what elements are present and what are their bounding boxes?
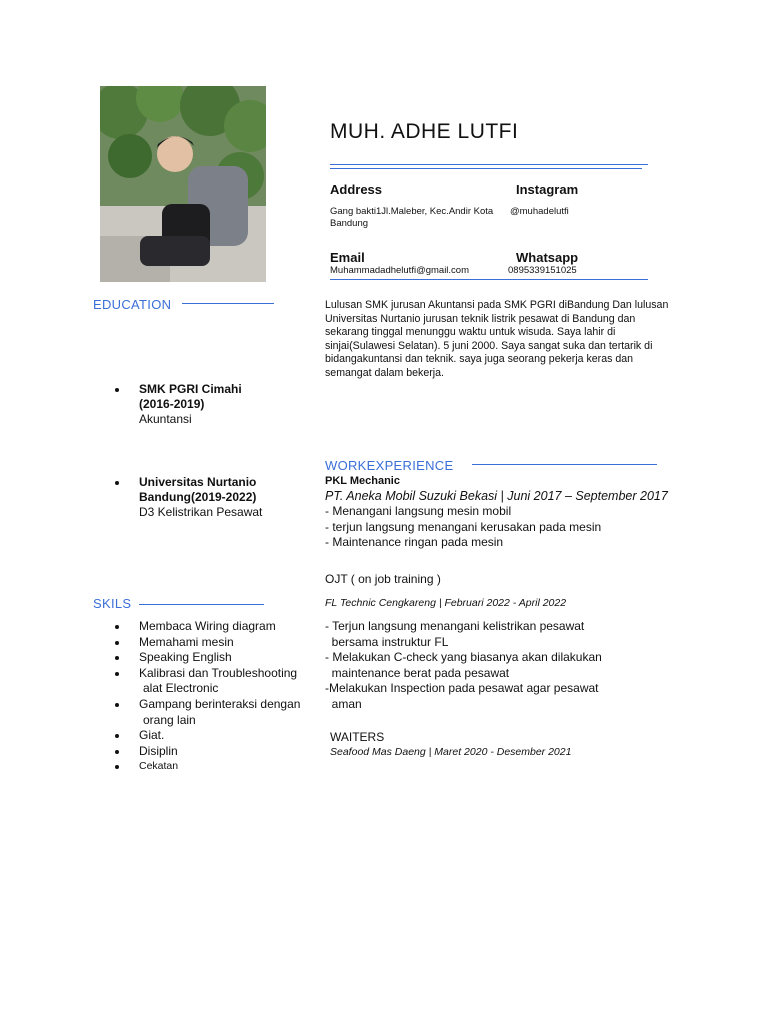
job-duty: -Melakukan Inspection pada pesawat agar pesawat (325, 681, 599, 696)
education-item (115, 475, 315, 520)
job-duty: aman (325, 696, 362, 711)
work-experience-title: WORKEXPERIENCE (325, 458, 454, 473)
school-period: Bandung(2019-2022) (139, 490, 257, 504)
education-list (115, 475, 315, 520)
job-company: FL Technic Cengkareng | Februari 2022 - April 2022 (325, 597, 567, 609)
skills-list (115, 619, 325, 775)
school-name: SMK PGRI Cimahi (139, 382, 242, 396)
skill-item (115, 728, 325, 744)
job-duty: - Maintenance ringan pada mesin (325, 535, 504, 550)
school-major: D3 Kelistrikan Pesawat (139, 505, 263, 519)
job-duty: - Melakukan C-check yang biasanya akan dilakukan (325, 650, 602, 665)
skill-item (115, 666, 325, 697)
job-position: OJT ( on job training ) (325, 572, 441, 586)
divider-line (182, 303, 274, 304)
job-duty: - Menangani langsung mesin mobil (325, 504, 512, 518)
skills-title: SKILS (93, 596, 132, 611)
skill-item (115, 619, 325, 635)
skill-text: alat Electronic (143, 681, 219, 696)
address-value: Gang bakti1Jl.Maleber, Kec.Andir Kota Bandung (330, 206, 494, 229)
job-duty: - Terjun langsung menangani kelistrikan pesawat (325, 619, 585, 633)
education-title: EDUCATION (93, 297, 172, 312)
address-label: Address (330, 182, 383, 197)
skill-item (115, 635, 325, 651)
job-duty: maintenance berat pada pesawat (325, 665, 510, 680)
school-period: (2016-2019) (139, 397, 205, 411)
divider-line (330, 168, 642, 169)
job-position: PKL Mechanic (325, 475, 400, 487)
job-entry (325, 475, 668, 551)
skill-text: Giat. (139, 728, 165, 743)
job-duty: bersama instruktur FL (325, 634, 449, 649)
skill-text: Gampang berinteraksi dengan (139, 696, 301, 711)
job-company: PT. Aneka Mobil Suzuki Bekasi | Juni 2017 – September 2017 (325, 489, 668, 503)
job-position: WAITERS (330, 730, 385, 744)
whatsapp-value: 0895339151025 (508, 265, 577, 276)
instagram-value: @muhadelutfi (510, 206, 569, 217)
email-value: Muhammadadhelutfi@gmail.com (330, 265, 470, 276)
skill-item (115, 759, 325, 775)
job-duties (325, 619, 602, 713)
skill-text: Memahami mesin (139, 634, 234, 649)
skill-item (115, 744, 325, 760)
job-duty: - terjun langsung menangani kerusakan pada mesin (325, 519, 602, 534)
divider-line (139, 604, 264, 605)
school-major: Akuntansi (139, 412, 192, 426)
skill-text: Speaking English (139, 650, 232, 665)
school-name: Universitas Nurtanio (139, 475, 257, 489)
profile-photo (100, 86, 266, 282)
skill-item (115, 650, 325, 666)
skill-text: Kalibrasi dan Troubleshooting (139, 665, 298, 680)
skill-item (115, 697, 325, 728)
whatsapp-label: Whatsapp (516, 250, 579, 265)
divider-line (330, 164, 648, 165)
about-summary: Lulusan SMK jurusan Akuntansi pada SMK PGRI diBandung Dan lulusan Universitas Nurtanio jurusan teknik listrik pesawat di Bandung dan sekarang tinggal menunggu waktu untuk wisuda. Saya lahir di sinjai(Sulawesi Selatan). 5 juni 2000. Saya sangat suka dan tertarik di bidangakuntansi dan teknik. saya juga seorang pekerja keras dan semangat dalam bekerja. (325, 299, 669, 379)
education-list (115, 382, 315, 427)
skill-text: Membaca Wiring diagram (139, 619, 276, 633)
skill-text: orang lain (143, 712, 196, 727)
divider-line (330, 279, 648, 280)
instagram-label: Instagram (516, 182, 579, 197)
skill-text: Cekatan (139, 760, 179, 773)
skill-text: Disiplin (139, 743, 178, 758)
candidate-name: MUH. ADHE LUTFI (330, 120, 519, 143)
education-item (115, 382, 315, 427)
email-label: Email (330, 250, 365, 265)
divider-line (472, 464, 657, 465)
job-company: Seafood Mas Daeng | Maret 2020 - Desember 2021 (330, 746, 572, 758)
